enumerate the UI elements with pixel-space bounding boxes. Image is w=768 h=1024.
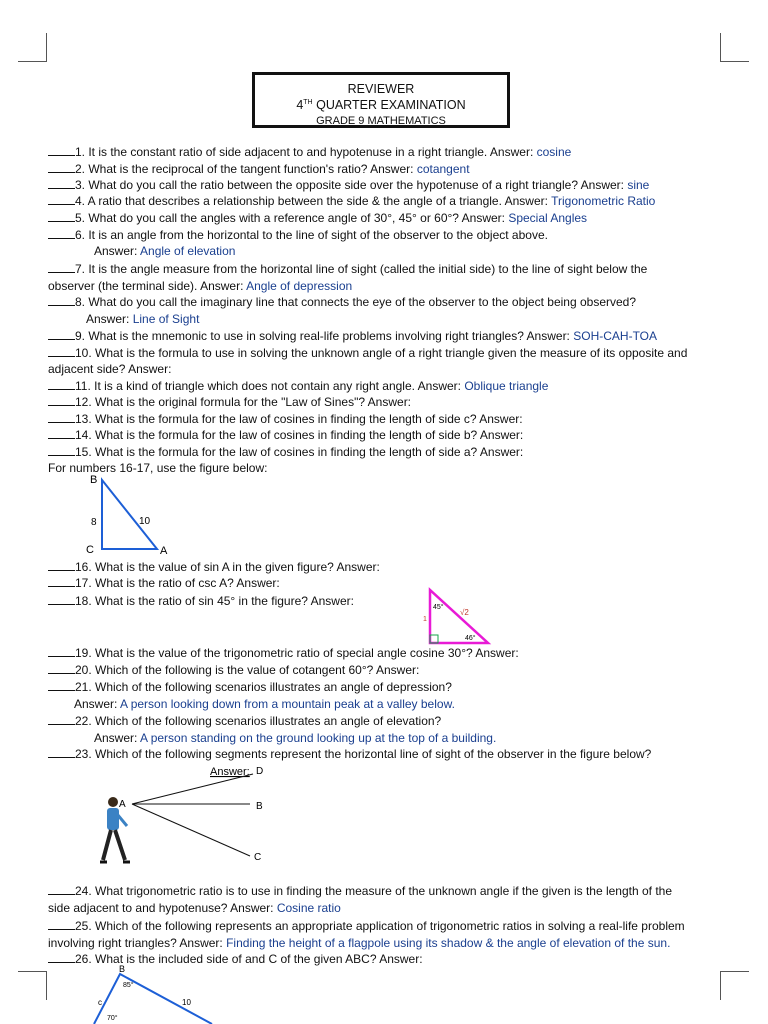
question-20: [48, 663, 419, 678]
answer-blank: [48, 428, 75, 439]
answer-blank: [48, 379, 75, 390]
answer-blank: [48, 714, 75, 725]
fig1-label-a: A: [160, 545, 168, 557]
answer-text: sine: [627, 178, 650, 192]
crop-mark-top-right: [720, 33, 749, 62]
question-6-answer: [94, 244, 235, 259]
question-text: 5. What do you call the angles with a reference angle of 30°, 45° or 60°? Answer:: [75, 211, 509, 225]
question-8: [48, 295, 636, 310]
question-text: 6. It is an angle from the horizontal to the line of sight of the observer to the object above.: [75, 228, 548, 242]
question-21: [48, 680, 452, 695]
question-text: 1. It is the constant ratio of side adjacent to and hypotenuse in a right triangle. Answer:: [75, 145, 537, 159]
question-22: [48, 714, 441, 729]
question-17: [48, 576, 280, 591]
answer-blank: [48, 663, 75, 674]
fig2-hyp: √2: [460, 608, 469, 617]
fig4-angle-c: 70°: [107, 1015, 118, 1022]
question-4: [48, 194, 655, 209]
question-text: Answer:: [94, 244, 141, 258]
question-text: side adjacent to and hypotenuse? Answer:: [48, 901, 277, 915]
question-text: 13. What is the formula for the law of cosines in finding the length of side c? Answer:: [75, 412, 523, 426]
question-text: 12. What is the original formula for the "Law of Sines"? Answer:: [75, 395, 412, 409]
question-text: 7. It is the angle measure from the horizontal line of sight (called the initial side) to the line of sight below the: [75, 262, 648, 276]
question-text: 4. A ratio that describes a relationship between the side & the angle of a triangle. Answer:: [75, 194, 552, 208]
answer-text: cosine: [536, 145, 572, 159]
title-reviewer: REVIEWER: [347, 82, 415, 96]
figure-triangle-45: [420, 585, 495, 647]
answer-text: SOH-CAH-TOA: [573, 329, 658, 343]
crop-mark-bottom-right: [720, 971, 749, 1000]
answer-blank: [48, 178, 75, 189]
question-text: 16. What is the value of sin A in the given figure? Answer:: [75, 560, 380, 574]
crop-mark-top-left: [18, 33, 47, 62]
question-text: 21. Which of the following scenarios illustrates an angle of depression?: [75, 680, 452, 694]
question-text: 19. What is the value of the trigonometric ratio of special angle cosine 30°? Answer:: [75, 646, 519, 660]
question-10-cont: adjacent side? Answer:: [48, 362, 172, 376]
question-21-answer: [74, 697, 455, 712]
figure-triangle-26: [88, 962, 218, 1024]
question-text: Answer:: [94, 731, 141, 745]
answer-blank: [48, 395, 75, 406]
fig2-side-left: 1: [423, 616, 427, 623]
fig1-label-b: B: [90, 474, 98, 486]
answer-blank: [48, 228, 75, 239]
fig1-side-ab: 10: [139, 516, 151, 527]
answer-blank: [48, 162, 75, 173]
answer-blank: [48, 194, 75, 205]
question-8-answer: [86, 312, 199, 327]
question-25: [48, 919, 685, 934]
answer-blank: [48, 445, 75, 456]
question-text: 20. Which of the following is the value of cotangent 60°? Answer:: [75, 663, 420, 677]
question-text: Answer:: [74, 697, 121, 711]
question-text: 26. What is the included side of and C of the given ABC? Answer:: [75, 952, 423, 966]
question-text: 9. What is the mnemonic to use in solving real-life problems involving right triangles? Answer:: [75, 329, 574, 343]
crop-mark-bottom-left: [18, 971, 47, 1000]
question-text: 11. It is a kind of triangle which does not contain any right angle. Answer:: [75, 379, 465, 393]
question-25-cont: [48, 936, 670, 951]
answer-blank: [48, 646, 75, 657]
fig3-answer-label: Answer:: [210, 766, 250, 778]
answer-blank: [48, 412, 75, 423]
question-text: 18. What is the ratio of sin 45° in the figure? Answer:: [75, 594, 354, 608]
question-text: 14. What is the formula for the law of cosines in finding the length of side b? Answer:: [75, 428, 524, 442]
fig3-label-c: C: [254, 852, 262, 863]
answer-blank: [48, 919, 75, 930]
answer-text: Angle of elevation: [140, 244, 236, 258]
question-text: 17. What is the ratio of csc A? Answer:: [75, 576, 280, 590]
question-7: [48, 262, 647, 277]
question-24: [48, 884, 672, 899]
fig2-angle-top: 45°: [433, 604, 444, 611]
answer-text: A person standing on the ground looking up at the top of a building.: [140, 731, 497, 745]
answer-blank: [48, 680, 75, 691]
question-text: 24. What trigonometric ratio is to use in finding the measure of the unknown angle if the given is the length of the: [75, 884, 673, 898]
question-text: observer (the terminal side). Answer:: [48, 279, 247, 293]
fig1-label-c: C: [86, 544, 94, 556]
title-grade: GRADE 9 MATHEMATICS: [316, 115, 446, 127]
answer-blank: [48, 295, 75, 306]
answer-blank: [48, 262, 75, 273]
question-6: [48, 228, 548, 243]
answer-text: Finding the height of a flagpole using its shadow & the angle of elevation of the sun.: [226, 936, 671, 950]
title-exam-number: 4: [296, 98, 304, 112]
question-2: [48, 162, 470, 177]
answer-text: Line of Sight: [132, 312, 200, 326]
fig4-label-b: B: [119, 964, 126, 974]
answer-blank: [48, 884, 75, 895]
question-text: 25. Which of the following represents an appropriate application of trigonometric ratios in solving a real-life problem: [75, 919, 685, 933]
question-15: [48, 445, 523, 460]
question-18: [48, 594, 354, 609]
question-text: 3. What do you call the ratio between the opposite side over the hypotenuse of a right triangle? Answer:: [75, 178, 628, 192]
question-3: [48, 178, 649, 193]
question-text: involving right triangles? Answer:: [48, 936, 227, 950]
answer-blank: [48, 747, 75, 758]
answer-blank: [48, 576, 75, 587]
fig3-label-a: A: [119, 799, 126, 810]
answer-text: Oblique triangle: [464, 379, 549, 393]
answer-text: cotangent: [416, 162, 470, 176]
question-text: 23. Which of the following segments represent the horizontal line of sight of the observer in the figure below?: [75, 747, 652, 761]
figure-triangle-16-17: [80, 470, 180, 560]
question-5: [48, 211, 587, 226]
question-19: [48, 646, 519, 661]
question-text: 10. What is the formula to use in solving the unknown angle of a right triangle given the measure of its opposite and: [75, 346, 688, 360]
fig4-angle-b: 85°: [123, 982, 134, 989]
question-text: 8. What do you call the imaginary line that connects the eye of the observer to the object being observed?: [75, 295, 637, 309]
title-exam-text: QUARTER EXAMINATION: [312, 98, 466, 112]
question-1: [48, 145, 571, 160]
fig3-label-d: D: [256, 766, 264, 777]
answer-text: Special Angles: [508, 211, 588, 225]
answer-text: A person looking down from a mountain peak at a valley below.: [120, 697, 455, 711]
question-16: [48, 560, 380, 575]
answer-text: Angle of depression: [246, 279, 353, 293]
question-text: 2. What is the reciprocal of the tangent function's ratio? Answer:: [75, 162, 417, 176]
question-22-answer: [94, 731, 496, 746]
question-12: [48, 395, 411, 410]
question-24-cont: [48, 901, 341, 916]
answer-text: Trigonometric Ratio: [551, 194, 656, 208]
answer-blank: [48, 329, 75, 340]
fig1-side-bc: 8: [91, 517, 97, 528]
answer-blank: [48, 594, 75, 605]
answer-text: Cosine ratio: [276, 901, 341, 915]
question-14: [48, 428, 523, 443]
title-box: [252, 72, 510, 128]
answer-blank: [48, 560, 75, 571]
question-text: 15. What is the formula for the law of cosines in finding the length of side a? Answer:: [75, 445, 524, 459]
question-10: [48, 346, 687, 361]
figure-instruction: For numbers 16-17, use the figure below:: [48, 461, 268, 475]
title-exam-superscript: TH: [303, 98, 313, 106]
question-text: Answer:: [86, 312, 133, 326]
figure-line-of-sight: [95, 760, 275, 872]
question-7-cont: [48, 279, 352, 294]
fig4-side-a: 10: [182, 998, 191, 1007]
title-exam: [255, 97, 507, 113]
answer-blank: [48, 211, 75, 222]
question-13: [48, 412, 523, 427]
question-text: 22. Which of the following scenarios illustrates an angle of elevation?: [75, 714, 442, 728]
fig2-angle-bottom: 46°: [465, 635, 476, 642]
answer-blank: [48, 952, 75, 963]
fig4-side-c: c: [98, 998, 102, 1007]
question-9: [48, 329, 657, 344]
answer-blank: [48, 145, 75, 156]
fig3-label-b: B: [256, 801, 263, 812]
answer-blank: [48, 346, 75, 357]
question-11: [48, 379, 548, 394]
